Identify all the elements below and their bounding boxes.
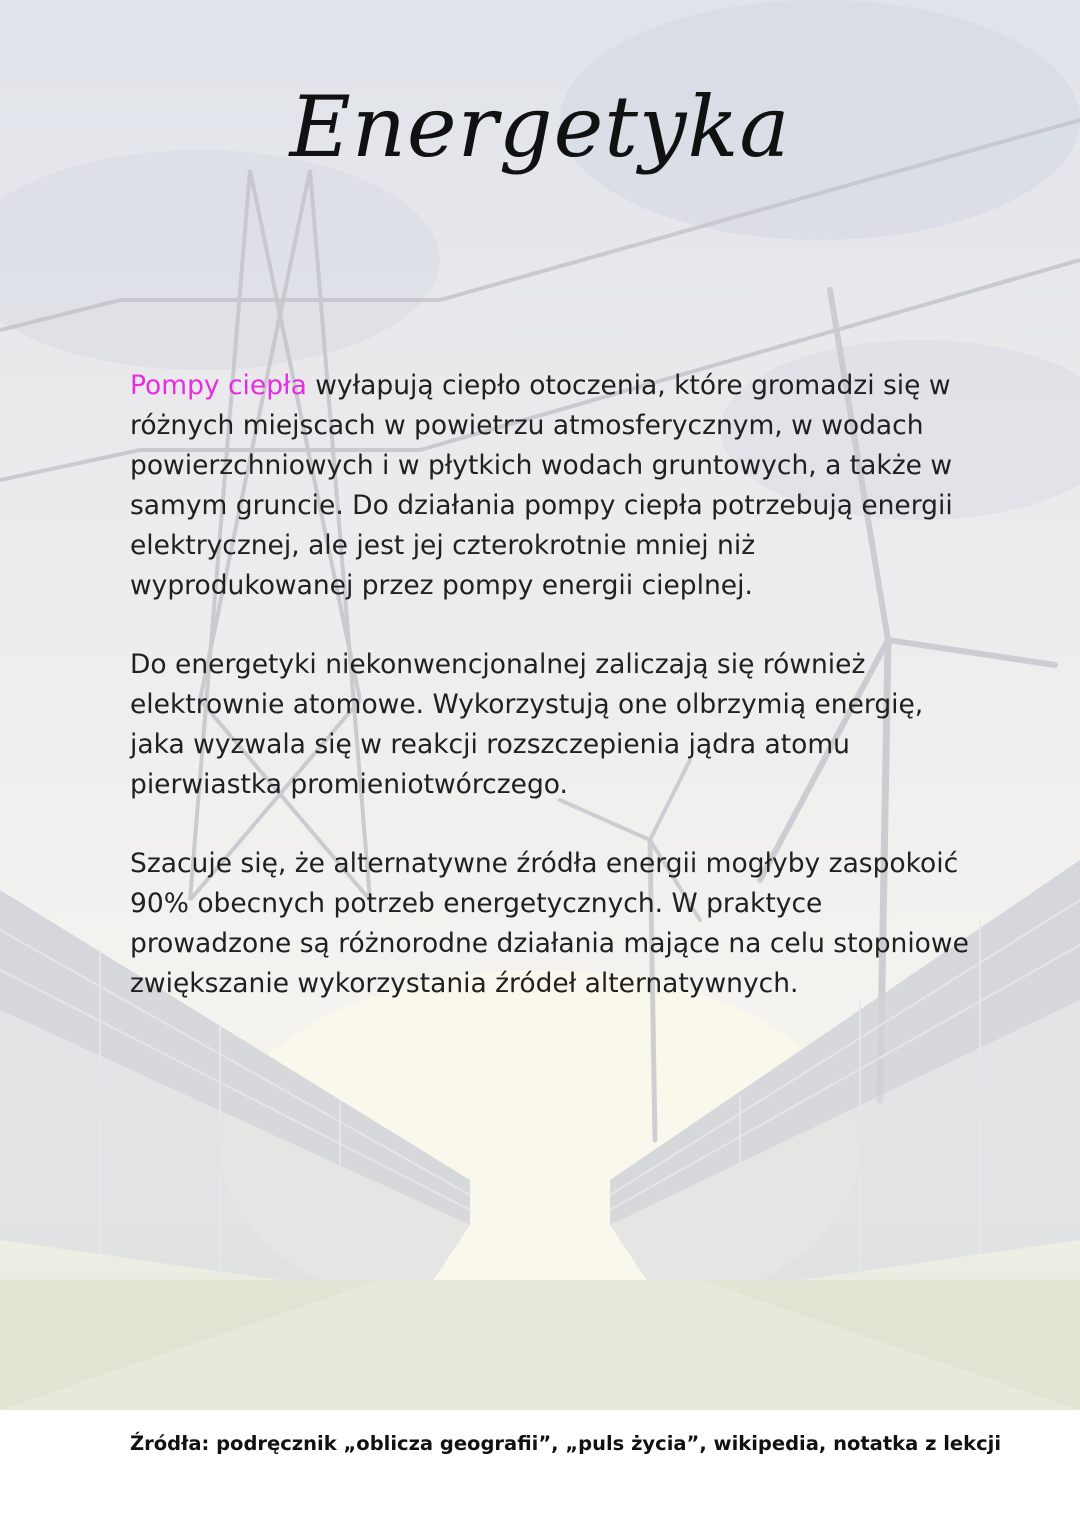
paragraph-alternative-sources: Szacuje się, że alternatywne źródła energii mogłyby zaspokoić 90% obecnych potrzeb energetycznych. W praktyce prowadzone są różnorodne działania mające na celu stopniowe zwiększanie wykorzystania źródeł alternatywnych. xyxy=(130,848,969,999)
paragraph-text: wyłapują ciepło otoczenia, które gromadzi się w różnych miejscach w powietrzu atmosferycznym, w wodach powierzchniowych i w płytkich wodach gruntowych, a także w samym gruncie. Do działania pompy ciepła potrzebują energii elektrycznej, ale jest jej czterokrotnie mniej niż wyprodukowanej przez pompy energii cieplnej. xyxy=(130,370,953,601)
article-body xyxy=(130,366,980,1043)
sources-footnote: Źródła: podręcznik „oblicza geografii”, „puls życia”, wikipedia, notatka z lekcji xyxy=(130,1432,1002,1455)
footer-strip xyxy=(0,1410,1080,1527)
paragraph-nuclear: Do energetyki niekonwencjonalnej zaliczają się również elektrownie atomowe. Wykorzystują one olbrzymią energię, jaka wyzwala się w reakcji rozszczepienia jądra atomu pierwiastka promieniotwórczego. xyxy=(130,649,924,800)
highlighted-term: Pompy ciepła xyxy=(130,370,307,401)
paragraph-heat-pumps xyxy=(130,366,980,606)
page-title: Energetyka xyxy=(289,78,791,176)
